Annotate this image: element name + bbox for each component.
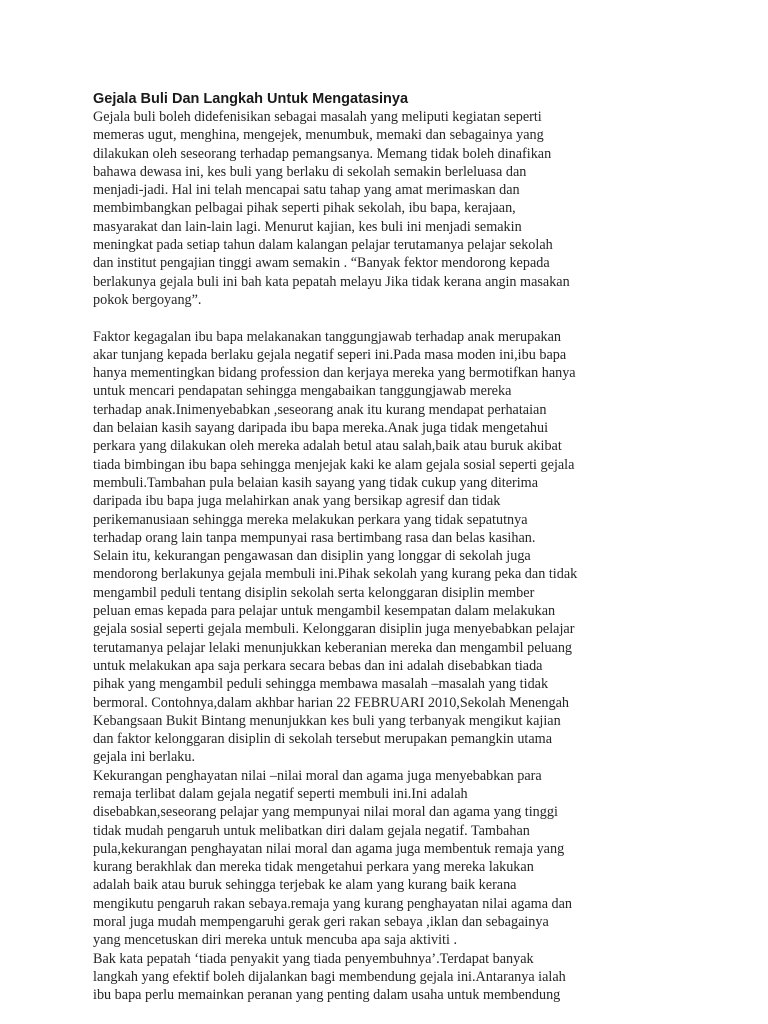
text-line: berlakunya gejala buli ini bah kata pepatah melayu Jika tidak kerana angin masakan	[93, 273, 570, 290]
text-line: dan faktor kelonggaran disiplin di sekolah tersebut merupakan pemangkin utama	[93, 731, 552, 748]
text-line: gejala ini berlaku.	[93, 749, 196, 766]
text-line: perkara yang dilakukan oleh mereka adalah betul atau salah,baik atau buruk akibat	[93, 438, 562, 455]
text-line: Selain itu, kekurangan pengawasan dan disiplin yang longgar di sekolah juga	[93, 548, 531, 565]
text-line: dan belaian kasih sayang daripada ibu bapa mereka.Anak juga tidak mengetahui	[93, 420, 549, 437]
text-line: akar tunjang kepada berlaku gejala negatif seperi ini.Pada masa moden ini,ibu bapa	[93, 346, 567, 363]
text-line: mengikutu pengaruh rakan sebaya.remaja yang kurang penghayatan nilai agama dan	[93, 895, 573, 912]
text-line: daripada ibu bapa juga melahirkan anak yang bersikap agresif dan tidak	[93, 493, 501, 510]
text-line: tiada bimbingan ibu bapa sehingga menjejak kaki ke alam gejala sosial seperti gejala	[93, 456, 575, 473]
text-line: perikemanusiaan sehingga mereka melakukan perkara yang tidak sepatutnya	[93, 511, 528, 528]
paragraph-gap	[93, 309, 683, 327]
text-line: pokok bergoyang”.	[93, 291, 202, 308]
text-line: terhadap anak.Inimenyebabkan ,seseorang anak itu kurang mendapat perhataian	[93, 401, 547, 418]
text-line: peluan emas kepada para pelajar untuk mengambil kesempatan dalam melakukan	[93, 603, 556, 620]
text-line: langkah yang efektif boleh dijalankan bagi membendung gejala ini.Antaranya ialah	[93, 968, 566, 985]
text-line: memeras ugut, menghina, mengejek, menumbuk, memaki dan sebagainya yang	[93, 127, 544, 144]
text-line: Bak kata pepatah ‘tiada penyakit yang tiada penyembuhnya’.Terdapat banyak	[93, 950, 534, 967]
text-line: terutamanya pelajar lelaki menunjukkan keberanian mereka dan mengambil peluang	[93, 639, 573, 656]
text-line: moral juga mudah mempengaruhi gerak geri rakan sebaya ,iklan dan sebagainya	[93, 914, 549, 931]
text-line: tidak mudah pengaruh untuk melibatkan diri dalam gejala negatif. Tambahan	[93, 822, 530, 839]
text-line: yang mencetuskan diri mereka untuk mencuba apa saja aktiviti .	[93, 932, 458, 949]
text-line: bahawa dewasa ini, kes buli yang berlaku di sekolah semakin berleluasa dan	[93, 163, 527, 180]
text-line: remaja terlibat dalam gejala negatif seperti membuli ini.Ini adalah	[93, 785, 468, 802]
text-line: adalah baik atau buruk sehingga terjebak ke alam yang kurang baik kerana	[93, 877, 517, 894]
text-line: Gejala buli boleh didefenisikan sebagai masalah yang meliputi kegiatan seperti	[93, 109, 542, 125]
text-line: disebabkan,seseorang pelajar yang mempunyai nilai moral dan agama yang tinggi	[93, 804, 558, 821]
text-line: gejala sosial seperti gejala membuli. Kelonggaran disiplin juga menyebabkan pelajar	[93, 621, 575, 638]
text-line: dan institut pengajian tinggi awam semakin . “Banyak fektor mendorong kepada	[93, 255, 550, 272]
text-line: meningkat pada setiap tahun dalam kalangan pelajar terutamanya pelajar sekolah	[93, 237, 553, 254]
text-line: Kebangsaan Bukit Bintang menunjukkan kes buli yang terbanyak mengikut kajian	[93, 712, 561, 729]
text-line: pihak yang mengambil peduli sehingga membawa masalah –masalah yang tidak	[93, 676, 549, 693]
text-line: bermoral. Contohnya,dalam akhbar harian 22 FEBRUARI 2010,Sekolah Menengah	[93, 694, 569, 711]
text-line: masyarakat dan lain-lain lagi. Menurut kajian, kes buli ini menjadi semakin	[93, 218, 522, 235]
text-line: hanya mementingkan bidang profession dan kerjaya mereka yang bermotifkan hanya	[93, 365, 576, 382]
text-line: ibu bapa perlu memainkan peranan yang penting dalam usaha untuk membendung	[93, 987, 561, 1004]
text-line: menjadi-jadi. Hal ini telah mencapai satu tahap yang amat merimaskan dan	[93, 182, 520, 199]
text-line: Faktor kegagalan ibu bapa melakanakan tanggungjawab terhadap anak merupakan	[93, 328, 561, 345]
text-line: membuli.Tambahan pula belaian kasih sayang yang tidak cukup yang diterima	[93, 474, 538, 491]
text-line: kurang berakhlak dan mereka tidak mengetahui perkara yang mereka lakukan	[93, 859, 534, 876]
paragraph-factors	[93, 328, 683, 1005]
text-line: terhadap orang lain tanpa mempunyai rasa bertimbang rasa dan belas kasihan.	[93, 529, 536, 546]
text-line: membimbangkan pelbagai pihak seperti pihak sekolah, ibu bapa, kerajaan,	[93, 200, 516, 217]
text-line: pula,kekurangan penghayatan nilai moral dan agama juga membentuk remaja yang	[93, 840, 565, 857]
document-body	[93, 90, 683, 1005]
document-title: Gejala Buli Dan Langkah Untuk Mengatasinya	[93, 91, 409, 107]
text-line: dilakukan oleh seseorang terhadap pemangsanya. Memang tidak boleh dinafikan	[93, 145, 552, 162]
text-line: mengambil peduli tentang disiplin sekolah serta kelonggaran disiplin member	[93, 584, 535, 601]
text-line: mendorong berlakunya gejala membuli ini.Pihak sekolah yang kurang peka dan tidak	[93, 566, 578, 583]
text-line: untuk melakukan apa saja perkara secara bebas dan ini adalah disebabkan tiada	[93, 657, 543, 674]
paragraph-intro	[93, 108, 683, 309]
text-line: Kekurangan penghayatan nilai –nilai moral dan agama juga menyebabkan para	[93, 767, 542, 784]
text-line: untuk mencari pendapatan sehingga mengabaikan tanggungjawab mereka	[93, 383, 512, 400]
